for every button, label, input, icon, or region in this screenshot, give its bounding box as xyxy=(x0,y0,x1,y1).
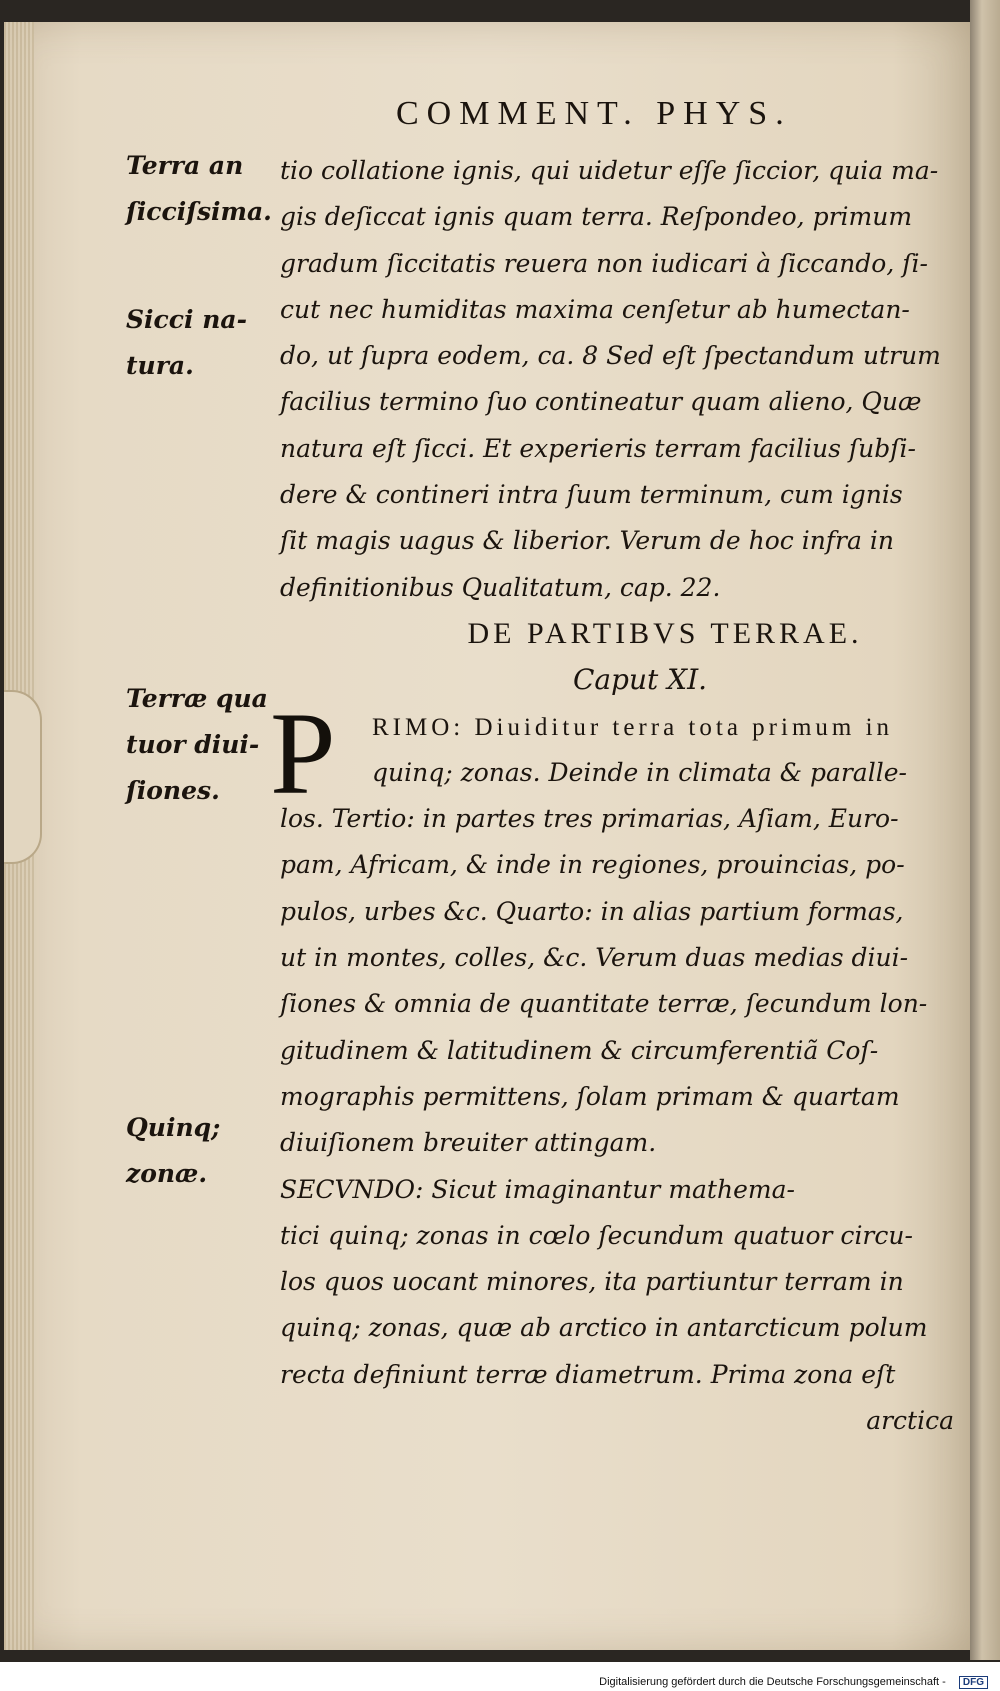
drop-cap: P xyxy=(270,687,336,819)
chapter-subtitle: Caput XI. xyxy=(572,663,708,697)
funding-credit-text: Digitalisierung gefördert durch die Deutsche Forschungsgemeinschaft - xyxy=(599,1676,946,1688)
dfg-logo-icon[interactable]: DFG xyxy=(959,1676,988,1689)
margin-note-line: tura. xyxy=(126,351,194,380)
margin-note-terrae-diuisiones xyxy=(126,676,276,814)
text-line: los. Tertio: in partes tres primarias, Aſiam, Euro- xyxy=(280,804,899,834)
text-line: definitionibus Qualitatum, cap. 22. xyxy=(280,572,721,602)
text-line: ſiones & omnia de quantitate terræ, ſecundum lon- xyxy=(280,989,928,1019)
margin-note-quinq-zonae xyxy=(126,1105,276,1197)
text-line: pam, Africam, & inde in regiones, prouincias, po- xyxy=(280,850,905,880)
text-line: ſit magis uagus & liberior. Verum de hoc infra in xyxy=(280,526,894,556)
text-line: dere & contineri intra ſuum terminum, cum ignis xyxy=(280,480,903,510)
text-line: mographis permittens, ſolam primam & quartam xyxy=(280,1081,900,1111)
text-line: pulos, urbes &c. Quarto: in alias partium formas, xyxy=(280,896,904,926)
chapter-title: DE PARTIBVS TERRAE. xyxy=(467,616,863,650)
margin-note-line: Terræ qua xyxy=(126,684,268,713)
next-page-edge xyxy=(970,0,1000,1660)
text-line: RIMO: Diuiditur terra tota primum in xyxy=(372,713,894,741)
running-header: COMMENT. PHYS. xyxy=(396,95,792,132)
margin-note-line: tuor diui- xyxy=(126,730,260,759)
text-line: recta definiunt terræ diametrum. Prima zona eſt xyxy=(280,1359,896,1389)
page-tab-marker xyxy=(4,690,42,864)
footer-bar xyxy=(0,1662,1000,1691)
text-line: SECVNDO: Sicut imaginantur mathema- xyxy=(280,1174,795,1204)
text-line: tici quinq; zonas in cœlo ſecundum quatuor circu- xyxy=(280,1220,913,1250)
funding-credit xyxy=(599,1669,994,1689)
text-line: gis deſiccat ignis quam terra. Reſpondeo, primum xyxy=(280,202,913,232)
margin-note-line: ſiones. xyxy=(126,776,220,805)
text-line: diuiſionem breuiter attingam. xyxy=(280,1128,657,1158)
text-line: quinq; zonas. Deinde in climata & paralle- xyxy=(372,757,907,787)
margin-note-line: ſicciſsima. xyxy=(126,197,272,226)
text-line: ut in montes, colles, &c. Verum duas medias diui- xyxy=(280,943,909,973)
text-line: los quos uocant minores, ita partiuntur terram in xyxy=(280,1267,904,1297)
text-line: cut nec humiditas maxima cenſetur ab humectan- xyxy=(280,294,910,324)
margin-note-line: Terra an xyxy=(126,151,244,180)
text-line: gitudinem & latitudinem & circumferentiã Coſ- xyxy=(280,1035,879,1065)
body-text xyxy=(270,148,960,1444)
margin-note-sicci-natura xyxy=(126,297,276,389)
text-line: natura eſt ſicci. Et experieris terram facilius ſubſi- xyxy=(280,433,916,463)
text-line: do, ut ſupra eodem, ca. 8 Sed eſt ſpectandum utrum xyxy=(280,341,941,371)
text-line: tio collatione ignis, qui uidetur eſſe ſiccior, quia ma- xyxy=(280,156,939,185)
text-line: facilius termino ſuo contineatur quam alieno, Quæ xyxy=(280,387,922,417)
margin-note-line: Sicci na- xyxy=(126,305,247,334)
margin-note-line: Quinq; xyxy=(126,1113,221,1142)
catchword: arctica xyxy=(866,1406,954,1436)
text-line: quinq; zonas, quæ ab arctico in antarcticum polum xyxy=(280,1313,928,1343)
margin-note-line: zonæ. xyxy=(126,1159,208,1188)
margin-note-terra-an xyxy=(126,143,276,235)
text-line: gradum ſiccitatis reuera non iudicari à ſiccando, ſi- xyxy=(280,248,928,278)
